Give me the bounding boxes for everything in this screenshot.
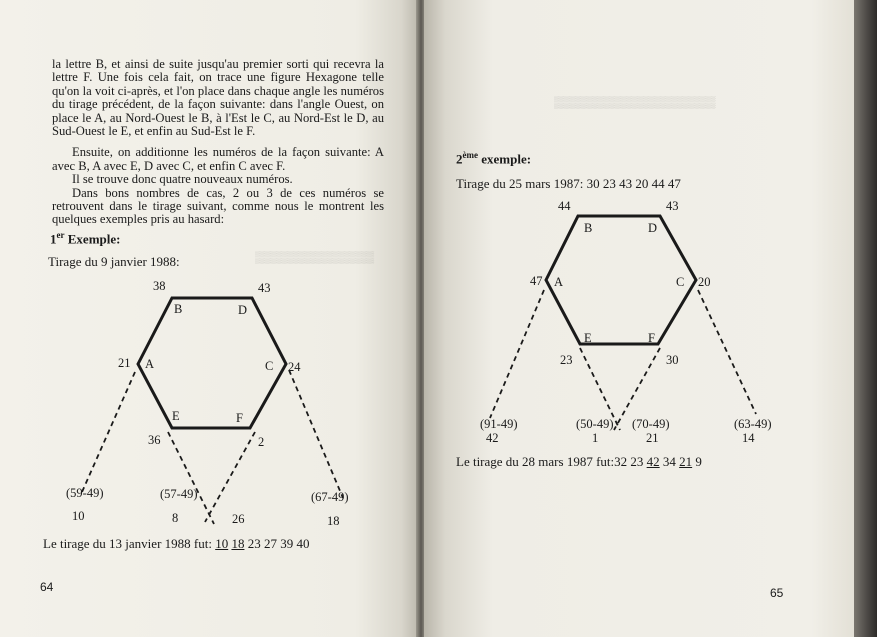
sum-result-4: 18 [327,514,340,528]
sum-result-1: 42 [486,431,499,445]
example-2-title: 2ème exemple: [456,150,532,167]
result-number: 21 [679,454,693,469]
example-2-result [456,454,702,470]
corner-ne: 43 [666,199,679,213]
letter-a: A [554,275,564,289]
hexagon-diagram-2 [424,0,854,637]
hexagon-shape [546,216,696,344]
paragraph-2: Ensuite, on additionne les numéros de la façon suivante: A avec B, A avec E, D avec C, et enfin C avec F. [52,145,384,173]
sum-pair-2: (50-49) [576,417,614,431]
letter-c: C [676,275,685,289]
sum-result-2: 1 [592,431,599,445]
result-number: 18 [231,536,245,551]
result-number: 34 [662,454,676,469]
sum-lines [490,290,756,430]
corner-nw: 44 [558,199,571,213]
example-1-result [43,536,309,552]
result-number: 10 [215,536,229,551]
letter-e: E [584,331,592,345]
corner-e: 24 [288,360,301,374]
result-number: 23 [247,536,261,551]
show-through-text: ▒▒▒▒▒▒▒▒▒▒▒▒▒▒▒▒▒▒▒ [554,95,716,109]
right-page [424,0,854,637]
paragraph-1: la lettre B, et ainsi de suite jusqu'au premier sorti qui recevra la lettre F. Une fois cela fait, on trace une figure Hexagone telle qu'on la voit ci-après, et l'on place dans chaque angle les numéros du tirage précédent, de la façon suivante: dans l'angle Ouest, on place le A, au Nord-Ouest le B, à l'Est le C, au Nord-Est le D, au Sud-Ouest le E, et enfin au Sud-Est le F. [52,57,384,139]
letter-d: D [238,303,248,317]
letter-a: A [145,357,155,371]
result-prefix: Le tirage du 13 janvier 1988 fut: [43,536,212,551]
page-number: 65 [770,586,784,600]
example-1-tirage: Tirage du 9 janvier 1988: [48,254,180,269]
sum-result-3: 26 [232,512,245,526]
sum-lines [82,370,343,524]
result-number: 42 [646,454,660,469]
letter-e: E [172,409,180,423]
sum-pair-1: (59-49) [66,486,104,500]
sum-result-2: 8 [172,511,179,525]
sum-result-4: 14 [742,431,755,445]
book-edge [854,0,877,637]
sum-pair-1: (91-49) [480,417,518,431]
letter-f: F [648,331,655,345]
result-number: 27 [263,536,277,551]
result-numbers [212,536,310,551]
sum-pair-4: (63-49) [734,417,772,431]
paragraph-3: Il se trouve donc quatre nouveaux numéros. [72,172,293,187]
sum-pair-2: (57-49) [160,487,198,501]
sum-result-3: 21 [646,431,659,445]
corner-sw: 23 [560,353,573,367]
show-through-text: ▒▒▒▒▒▒▒▒▒▒▒▒▒▒ [255,250,375,264]
result-numbers [614,454,702,469]
page-number: 64 [40,580,54,594]
result-number: 32 [614,454,628,469]
result-number: 39 [280,536,294,551]
paragraph-4: Dans bons nombres de cas, 2 ou 3 de ces numéros se retrouvent dans le tirage suivant, comme nous le montrent les quelques exemples pris au hasard: [52,185,384,227]
corner-nw: 38 [153,279,166,293]
sum-pair-3: (70-49) [632,417,670,431]
letter-b: B [174,302,183,316]
letter-b: B [584,221,593,235]
sum-pair-4: (67-49) [311,490,349,504]
result-number: 9 [695,454,702,469]
corner-se: 30 [666,353,679,367]
corner-ne: 43 [258,281,271,295]
left-page [0,0,418,637]
sum-result-1: 10 [72,509,85,523]
result-number: 40 [296,536,310,551]
letter-f: F [236,411,243,425]
result-number: 23 [630,454,644,469]
result-prefix: Le tirage du 28 mars 1987 fut: [456,454,615,469]
corner-w: 47 [530,274,543,288]
example-2-tirage: Tirage du 25 mars 1987: 30 23 43 20 44 47 [456,176,681,191]
hexagon-shape [138,298,286,428]
letter-c: C [265,359,274,373]
example-1-title: 1er Exemple: [50,230,121,247]
corner-e: 20 [698,275,711,289]
corner-w: 21 [118,356,131,370]
letter-d: D [648,221,658,235]
corner-sw: 36 [148,433,161,447]
corner-se: 2 [258,435,265,449]
